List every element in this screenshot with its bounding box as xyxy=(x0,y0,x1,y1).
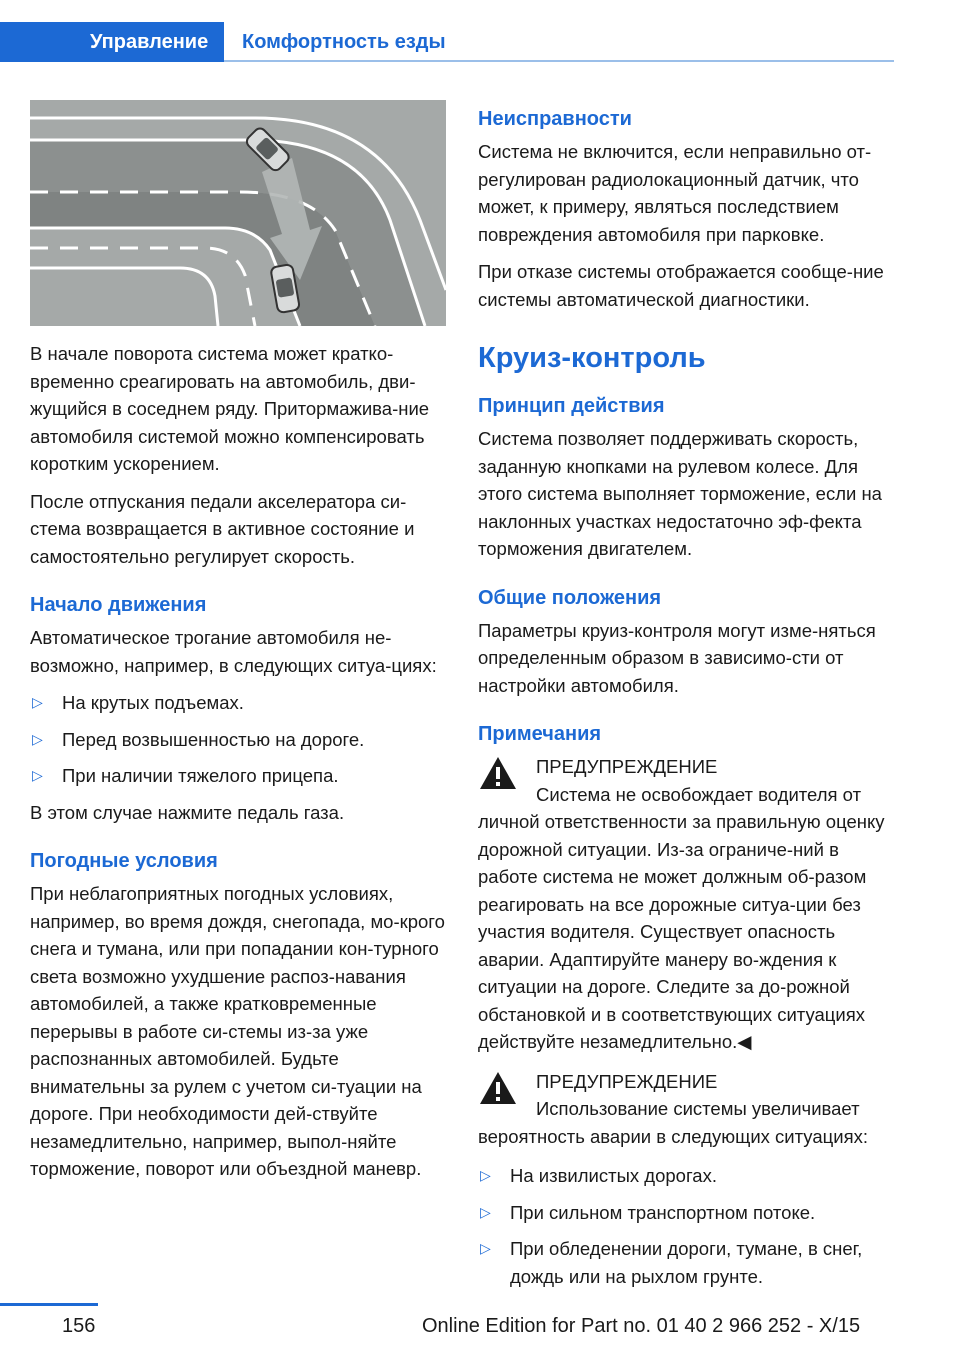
heading-general: Общие положения xyxy=(478,586,662,609)
heading-notes: Примечания xyxy=(478,723,602,745)
section-title: Круиз-контроль xyxy=(478,342,706,374)
paragraph: Система позволяет поддерживать скорость, заданную кнопками на рулевом колесе. Для этого система выполняет торможение, если на наклонных участках недостаточно эф-фекта торможения двигателем. xyxy=(478,428,882,559)
list-item: ▷ При наличии тяжелого прицепа. xyxy=(30,762,448,790)
lane-change-figure xyxy=(30,100,446,326)
list-item: ▷ На крутых подъемах. xyxy=(30,689,448,717)
page-header xyxy=(0,22,960,62)
paragraph: Автоматическое трогание автомобиля не-возможно, например, в следующих ситуа-циях: xyxy=(30,627,437,676)
list-item: ▷ При обледенении дороги, тумане, в снег, дождь или на рыхлом грунте. xyxy=(478,1235,898,1290)
triangle-bullet-icon: ▷ xyxy=(32,730,43,747)
paragraph: При отказе системы отображается сообще-ние системы автоматической диагностики. xyxy=(478,261,884,310)
section-tab[interactable]: Управление xyxy=(0,22,224,62)
triangle-bullet-icon: ▷ xyxy=(480,1167,491,1183)
triangle-bullet-icon: ▷ xyxy=(480,1240,491,1256)
edition-note: Online Edition for Part no. 01 40 2 966 252 - X/15 xyxy=(422,1315,861,1337)
situations-list xyxy=(30,689,448,790)
paragraph: В начале поворота система может кратко-временно среагировать на автомобиль, дви-жущийся в соседнем ряду. Притормажива-ние автомобиля системой можно компенсировать коротким ускорением. xyxy=(30,343,430,474)
header-divider xyxy=(224,60,894,62)
warning-title: ПРЕДУПРЕЖДЕНИЕ xyxy=(536,1070,718,1092)
list-item: ▷ При сильном транспортном потоке. xyxy=(478,1199,898,1227)
list-item: ▷ На извилистых дорогах. xyxy=(478,1162,898,1190)
warning-triangle-icon xyxy=(478,755,518,791)
triangle-bullet-icon: ▷ xyxy=(32,767,43,783)
paragraph: Система не включится, если неправильно от-регулирован радиолокационный датчик, что может, к примеру, являться последствием повреждения автомобиля при парковке. xyxy=(478,141,872,245)
heading-weather: Погодные условия xyxy=(30,850,218,872)
paragraph: В этом случае нажмите педаль газа. xyxy=(30,801,345,823)
warning-title: ПРЕДУПРЕЖДЕНИЕ xyxy=(536,756,718,777)
heading-start: Начало движения xyxy=(30,594,207,616)
page-number: 156 xyxy=(62,1315,96,1337)
chapter-tab[interactable]: Комфортность езды xyxy=(242,31,446,53)
paragraph: При неблагоприятных погодных условиях, например, во время дождя, снегопада, мо-крого снега и тумана, или при попадании кон-турного света возможно ухудшение распоз-навания автомобилей, а также кратковременные перерывы в работе си-стемы из-за уже распознанных автомобилей. Будьте внимательны за рулем с учетом си-туации на дороге. При необходимости дей-ствуйте незамедлительно, например, выпол-няйте торможение, поворот или объездной маневр. xyxy=(30,883,445,1179)
risk-situations-list xyxy=(478,1162,898,1290)
warning-triangle-icon xyxy=(478,1070,518,1106)
warning-block xyxy=(478,1068,898,1151)
triangle-bullet-icon: ▷ xyxy=(480,1203,491,1220)
warning-block xyxy=(478,753,898,1056)
warning-text: Система не освобождает водителя от личной ответственности за правильную оценку дорожной ситуации. Из-за ограниче-ний в работе система не может должным об-разом реагировать на все дорожные ситуа-ции без участия водителя. Существует опасность аварии. Адаптируйте манеру во-ждения к ситуации на дороге. Следите за до-рожной обстановкой и в соответствующих ситуациях действуйте незамедлительно.◀ xyxy=(478,783,885,1052)
paragraph: После отпускания педали акселератора си-стема возвращается в активное состояние и самостоятельно регулирует скорость. xyxy=(30,490,415,567)
list-item: ▷ Перед возвышенностью на дороге. xyxy=(30,726,448,754)
right-column xyxy=(478,100,898,1299)
warning-text: Использование системы увеличивает вероятность аварии в следующих ситуациях: xyxy=(478,1098,868,1147)
heading-principle: Принцип действия xyxy=(478,395,665,417)
left-column xyxy=(30,100,448,1193)
heading-faults: Неисправности xyxy=(478,108,632,130)
triangle-bullet-icon: ▷ xyxy=(32,694,43,710)
footer-divider xyxy=(0,1303,98,1306)
car-lane-change-diagram-icon xyxy=(30,100,446,326)
paragraph: Параметры круиз-контроля могут изме-няться определенным образом в зависимо-сти от настройки автомобиля. xyxy=(478,619,876,696)
